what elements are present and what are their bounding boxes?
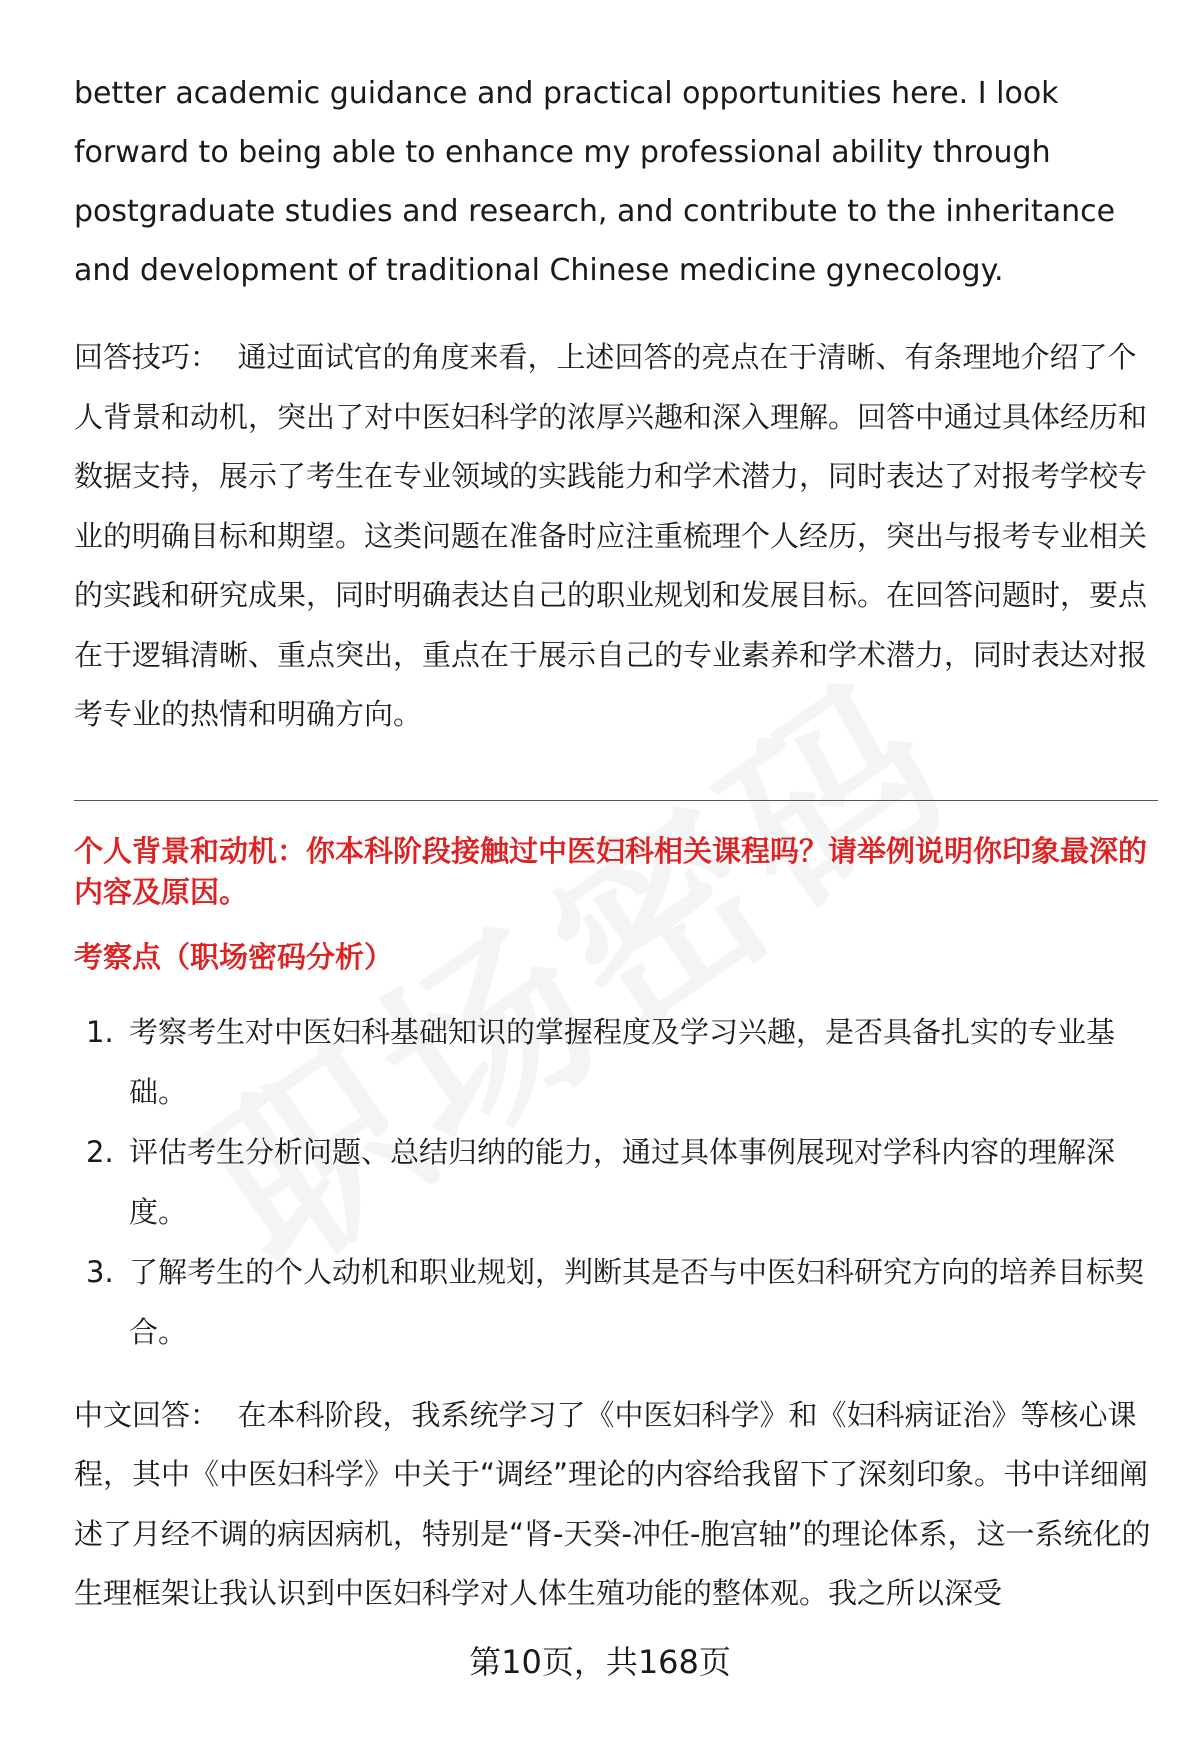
list-item (74, 1242, 1158, 1362)
chinese-answer-label: 中文回答： (74, 1397, 220, 1432)
list-item (74, 1002, 1158, 1122)
assessment-heading: 考察点（职场密码分析） (74, 939, 394, 974)
answer-tips-paragraph (74, 328, 1158, 745)
list-item (74, 1122, 1158, 1242)
list-item-number: 3. (86, 1254, 114, 1289)
assessment-points-list (74, 1002, 1158, 1362)
list-item-text: 了解考生的个人动机和职业规划，判断其是否与中医妇科研究方向的培养目标契合。 (129, 1254, 1145, 1349)
list-item-text: 评估考生分析问题、总结归纳的能力，通过具体事例展现对学科内容的理解深度。 (129, 1134, 1116, 1229)
chinese-answer-paragraph (74, 1386, 1158, 1624)
document-body (74, 64, 1158, 1624)
page-number: 第10页，共168页 (469, 1643, 731, 1681)
question-title: 个人背景和动机：你本科阶段接触过中医妇科相关课程吗？请举例说明你印象最深的内容及原因。 (74, 833, 1148, 909)
chinese-answer-text: 在本科阶段，我系统学习了《中医妇科学》和《妇科病证治》等核心课程，其中《中医妇科学》中关于“调经”理论的内容给我留下了深刻印象。书中详细阐述了月经不调的病因病机，特别是“肾-天癸-冲任-胞宫轴”的理论体系，这一系统化的生理框架让我认识到中医妇科学对人体生殖功能的整体观。我之所以深受 (74, 1397, 1151, 1610)
list-item-number: 1. (86, 1014, 114, 1049)
list-item-number: 2. (86, 1134, 114, 1169)
tips-label: 回答技巧： (74, 340, 220, 374)
english-answer-paragraph: better academic guidance and practical opportunities here. I look forward to being able to enhance my professional ability through postgraduate studies and research, and contribute to the inheritance and development of traditional Chinese medicine gynecology. (74, 76, 1116, 288)
section-divider (74, 800, 1158, 801)
tips-text: 通过面试官的角度来看，上述回答的亮点在于清晰、有条理地介绍了个人背景和动机，突出了对中医妇科学的浓厚兴趣和深入理解。回答中通过具体经历和数据支持，展示了考生在专业领域的实践能力和学术潜力，同时表达了对报考学校专业的明确目标和期望。这类问题在准备时应注重梳理个人经历，突出与报考专业相关的实践和研究成果，同时明确表达自己的职业规划和发展目标。在回答问题时，要点在于逻辑清晰、重点突出，重点在于展示自己的专业素养和学术潜力，同时表达对报考专业的热情和明确方向。 (74, 340, 1148, 731)
list-item-text: 考察考生对中医妇科基础知识的掌握程度及学习兴趣，是否具备扎实的专业基础。 (129, 1014, 1116, 1109)
